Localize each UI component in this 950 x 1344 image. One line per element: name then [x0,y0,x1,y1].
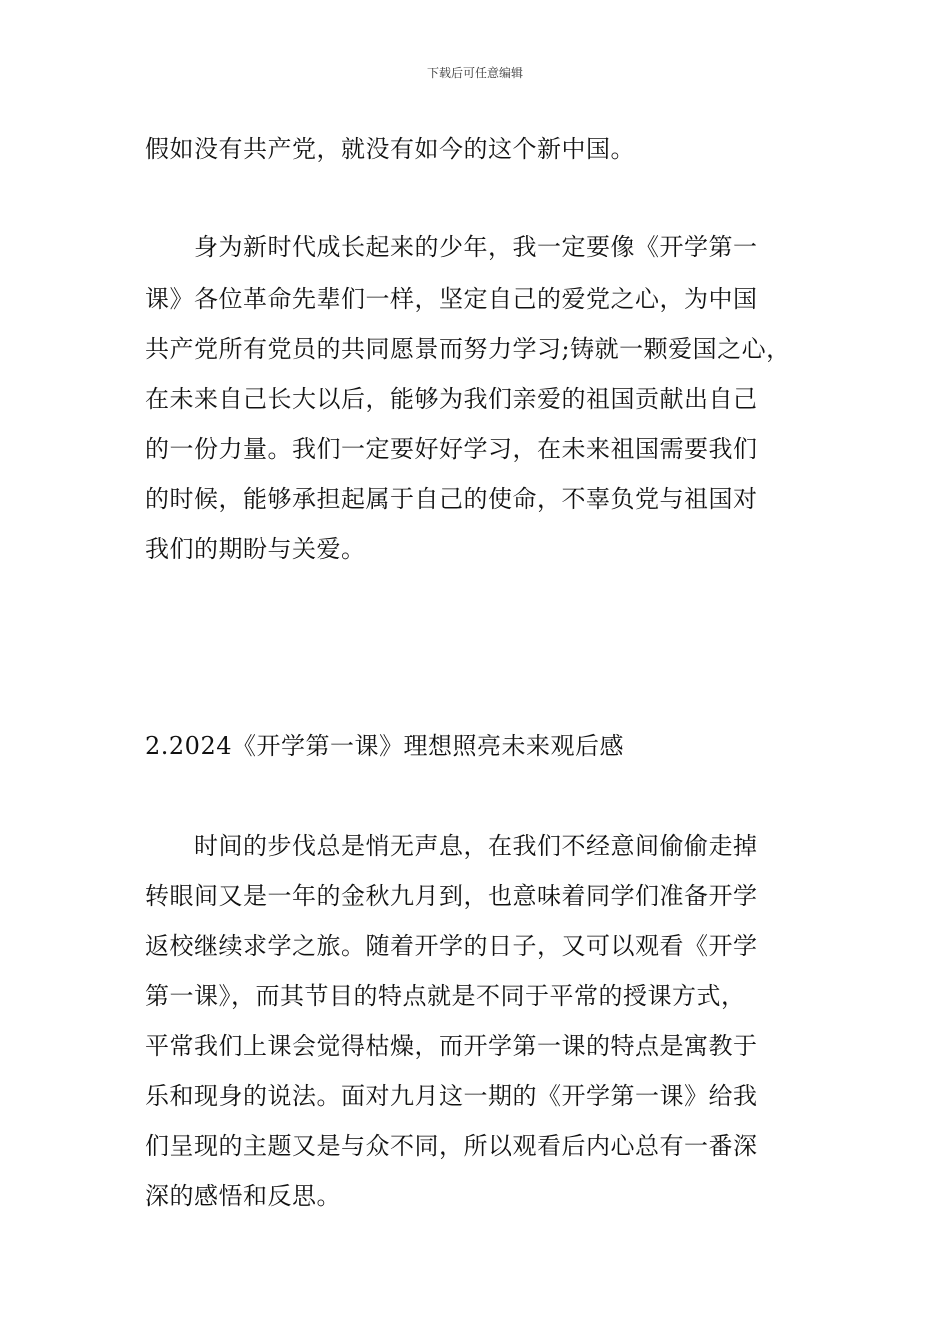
paragraph-line: 转眼间又是一年的金秋九月到，也意味着同学们准备开学 [145,882,758,910]
paragraph-line: 课》各位革命先辈们一样，坚定自己的爱党之心，为中国 [145,285,758,313]
section-heading: 2.2024《开学第一课》理想照亮未来观后感 [145,732,624,760]
paragraph-line: 我们的期盼与关爱。 [145,535,366,563]
paragraph-line: 共产党所有党员的共同愿景而努力学习;铸就一颗爱国之心， [145,335,791,363]
paragraph-line: 在未来自己长大以后，能够为我们亲爱的祖国贡献出自己 [145,385,758,413]
paragraph-line: 身为新时代成长起来的少年，我一定要像《开学第一 [145,233,758,261]
paragraph-line: 深的感悟和反思。 [145,1182,341,1210]
paragraph-line: 假如没有共产党，就没有如今的这个新中国。 [145,135,635,163]
paragraph-line: 第一课》，而其节目的特点就是不同于平常的授课方式， [145,982,746,1010]
paragraph-line: 乐和现身的说法。面对九月这一期的《开学第一课》给我 [145,1082,758,1110]
page-header-note: 下载后可任意编辑 [426,66,523,80]
paragraph-line: 们呈现的主题又是与众不同，所以观看后内心总有一番深 [145,1132,758,1160]
paragraph-line: 时间的步伐总是悄无声息，在我们不经意间偷偷走掉 [145,832,758,860]
paragraph-line: 平常我们上课会觉得枯燥，而开学第一课的特点是寓教于 [145,1032,758,1060]
paragraph-line: 的时候，能够承担起属于自己的使命，不辜负党与祖国对 [145,485,758,513]
paragraph-line: 返校继续求学之旅。随着开学的日子，又可以观看《开学 [145,932,758,960]
paragraph-line: 的一份力量。我们一定要好好学习，在未来祖国需要我们 [145,435,758,463]
